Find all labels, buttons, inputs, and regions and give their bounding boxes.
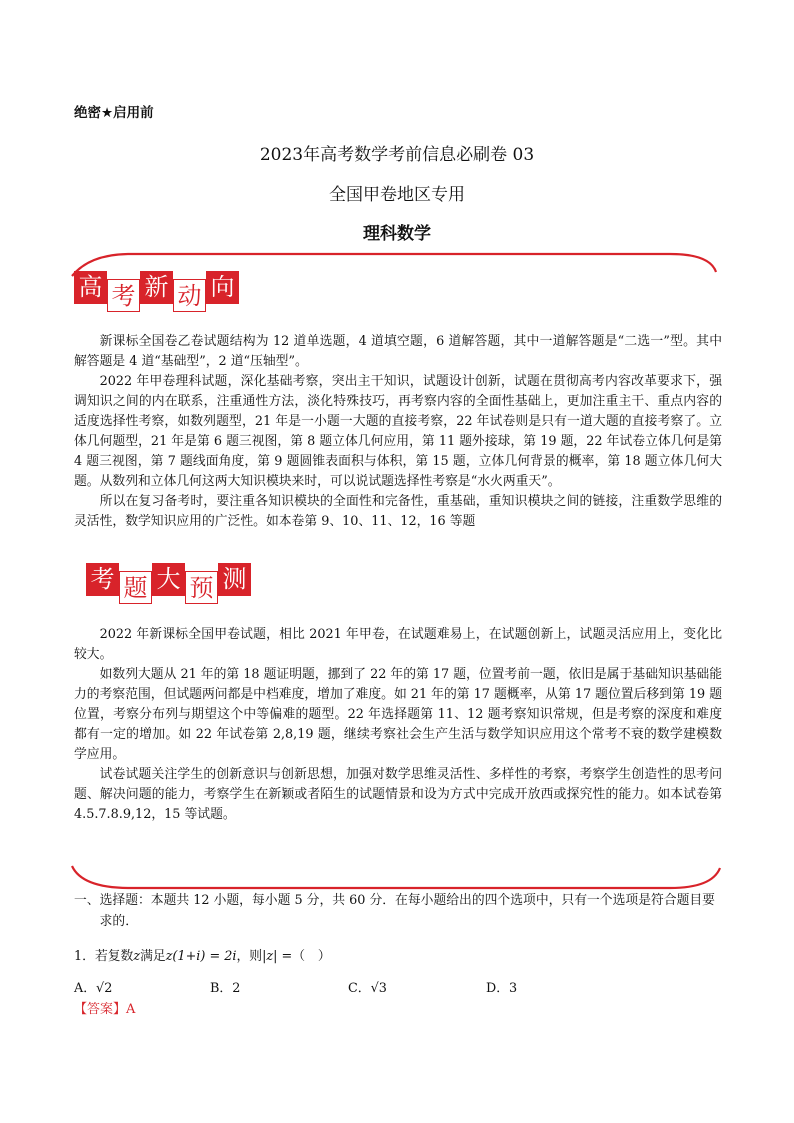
- option-d: D．3: [486, 981, 518, 996]
- paper-title: 2023年高考数学考前信息必刷卷 03: [259, 145, 535, 165]
- modulus-z: |z| =: [262, 949, 293, 964]
- confidential-label: 绝密★启用前: [74, 105, 154, 121]
- answer-blank: （ ）: [292, 949, 331, 964]
- option-c: C．√3: [348, 981, 387, 996]
- banner-char: 预: [185, 571, 218, 604]
- banner-char: 向: [206, 271, 239, 304]
- paper-subject: 理科数学: [363, 224, 431, 244]
- paragraph: 新课标全国卷乙卷试题结构为 12 道单选题，4 道填空题，6 道解答题，其中一道解答题是“二选一”型。其中解答题是 4 道“基础型”，2 道“压轴型”。: [74, 334, 722, 369]
- paragraph: 所以在复习备考时，要注重各知识模块的全面性和完备性，重基础，重知识模块之间的链接，注重数学思维的灵活性，数学知识应用的广泛性。如本卷第 9、10、11、12，16 等题: [74, 494, 722, 529]
- question-stem: ，则: [236, 949, 263, 964]
- question-stem: 满足: [140, 949, 166, 964]
- banner-char: 题: [119, 571, 152, 604]
- paragraph: 如数列大题从 21 年的第 18 题证明题，挪到了 22 年的第 17 题，位置考前一题，依旧是属于基础知识基础能力的考察范围，但试题两问都是中档难度，增加了难度。如 21 年的第 17 题概率，从第 17 题位置后移到第 19 题位置，考察分布列与期望这个中等偏难的题型。22 年选择题第 11、12 题考察知识常规，但是考察的深度和难度都有一定的增加。如 22 年试卷第 2,8,19 题，继续考察社会生产生活与数学知识应用这个常考不衰的数学建模数学应用。: [74, 667, 722, 762]
- section1-body: [74, 332, 722, 532]
- banner-gaokao-xindongxiang: [74, 271, 239, 312]
- option-a: A．√2: [74, 981, 113, 996]
- choice-section-heading: [74, 890, 722, 932]
- banner-kaoti-dayuce: [86, 563, 251, 604]
- paragraph: 2022 年甲卷理科试题，深化基础考察，突出主干知识，试题设计创新，试题在贯彻高考内容改革要求下，强调知识之间的内在联系，注重通性方法，淡化特殊技巧，再考察内容的全面性基础上，更加注重主干、重点内容的适度选择性考察，如数列题型，21 年是一小题一大题的直接考察，22 年试卷则是只有一道大题的直接考察了。立体几何题型，21 年是第 6 题三视图，第 8 题立体几何应用，第 11 题外接球，第 19 题，22 年试卷立体几何是第 4 题三视图，第 7 题线面角度，第 9 题圆锥表面积与体积，第 15 题，立体几何背景的概率，第 18 题立体几何大题。从数列和立体几何这两大知识模块来时，可以说试题选择性考察是“水火两重天”。: [74, 374, 722, 489]
- question-stem: 若复数: [94, 949, 134, 964]
- banner-char: 测: [218, 563, 251, 596]
- bottom-divider-curve: [70, 862, 722, 892]
- answer-label: 【答案】: [74, 1002, 127, 1017]
- paragraph: 2022 年新课标全国甲卷试题，相比 2021 年甲卷，在试题难易上，在试题创新上，试题灵活应用上，变化比较大。: [74, 627, 722, 662]
- section2-body: [74, 625, 722, 825]
- banner-char: 高: [74, 271, 107, 304]
- paragraph: 试卷试题关注学生的创新意识与创新思想，加强对数学思维灵活性、多样性的考察，考察学生创造性的思考问题、解决问题的能力，考察学生在新颖或者陌生的试题情景和设为方式中完成开放西或探究性的能力。如本试卷第 4.5.7.8.9,12，15 等试题。: [74, 767, 722, 822]
- banner-char: 大: [152, 563, 185, 596]
- option-b: B．2: [210, 981, 241, 996]
- question-1: [74, 945, 331, 964]
- answer-value: A: [126, 1002, 136, 1017]
- banner-char: 新: [140, 271, 173, 304]
- equation: z(1+i) = 2i: [165, 949, 237, 964]
- question-number: 1．: [74, 949, 95, 964]
- banner-char: 考: [107, 279, 140, 312]
- paper-subtitle: 全国甲卷地区专用: [329, 185, 465, 205]
- banner-char: 动: [173, 279, 206, 312]
- banner-char: 考: [86, 563, 119, 596]
- variable-z: z: [133, 949, 141, 964]
- section-instructions: 一、选择题：本题共 12 小题，每小题 5 分，共 60 分．在每小题给出的四个选项中，只有一个选项是符合题目要求的．: [74, 893, 715, 929]
- question-1-answer: [74, 998, 135, 1017]
